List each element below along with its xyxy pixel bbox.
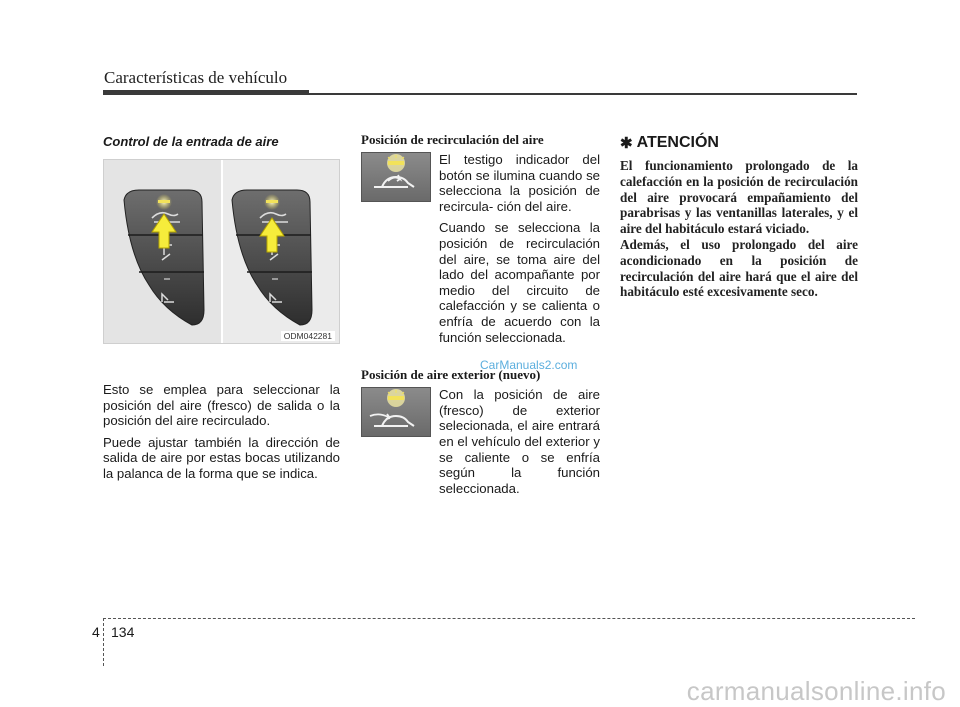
warning-star-icon: ✱ xyxy=(620,135,633,152)
air-intake-paragraph-2: Puede ajustar también la dirección de salida de aire por estas bocas utilizando la palanca de la forma que se indica. xyxy=(103,434,340,481)
column-air-intake xyxy=(103,132,340,488)
outside-air-block xyxy=(361,387,600,496)
recirculation-paragraph-2: Cuando se selecciona la posición de recirculación del aire, se toma aire del lado del acompañante por medio del circuito de calefacción y se calienta o enfría de acuerdo con la función seleccionada. xyxy=(439,220,600,345)
warning-paragraph-1: El funcionamiento prolongado de la calefacción en la posición de recirculación del aire provocará empañamiento del parabrisas y las ventanillas laterales, y el aire del habitáculo estará viciado. xyxy=(620,158,858,237)
column-positions xyxy=(361,132,600,502)
header-rule-thin xyxy=(309,93,857,95)
warning-paragraph-2: Además, el uso prolongado del aire acondicionado en la posición de recirculación del aire hará que el aire del habitáculo esté excesivamente seco. xyxy=(620,236,858,300)
warning-title: ATENCIÓN xyxy=(636,134,719,151)
header-title: Características de vehículo xyxy=(104,68,288,87)
footer-vertical-rule xyxy=(103,618,104,666)
fresh-air-icon xyxy=(362,388,430,436)
outside-air-heading: Posición de aire exterior (nuevo) xyxy=(361,367,541,383)
watermark-mid: CarManuals2.com xyxy=(480,358,578,372)
recirculation-button-image xyxy=(361,152,431,202)
section-heading-air-intake: Control de la entrada de aire xyxy=(103,134,279,149)
warning-heading xyxy=(620,134,858,152)
outside-air-button-image xyxy=(361,387,431,437)
page-number: 134 xyxy=(111,624,135,640)
outside-air-paragraph: Con la posición de aire (fresco) de exterior selecionada, el aire entrará en el vehículo del exterior y se caliente o se enfría según la función seleccionada. xyxy=(439,387,600,496)
footer-rule xyxy=(103,618,915,619)
figure-caption: ODM042281 xyxy=(281,331,335,341)
air-intake-buttons-illustration xyxy=(104,160,339,343)
recirculation-heading: Posición de recirculación del aire xyxy=(361,132,544,147)
air-intake-figure xyxy=(103,159,340,344)
recirculation-icon xyxy=(362,153,430,201)
column-warning xyxy=(620,132,858,300)
air-intake-paragraph-1: Esto se emplea para seleccionar la posición del aire (fresco) de salida o la posición del aire recirculado. xyxy=(103,382,340,429)
section-number: 4 xyxy=(92,624,100,640)
recirculation-block xyxy=(361,152,600,345)
header-rule-thick xyxy=(103,90,309,95)
recirculation-paragraph-1: El testigo indicador del botón se ilumina cuando se selecciona la posición de recircula- ción del aire. xyxy=(439,152,600,214)
site-watermark: carmanualsonline.info xyxy=(686,676,946,706)
